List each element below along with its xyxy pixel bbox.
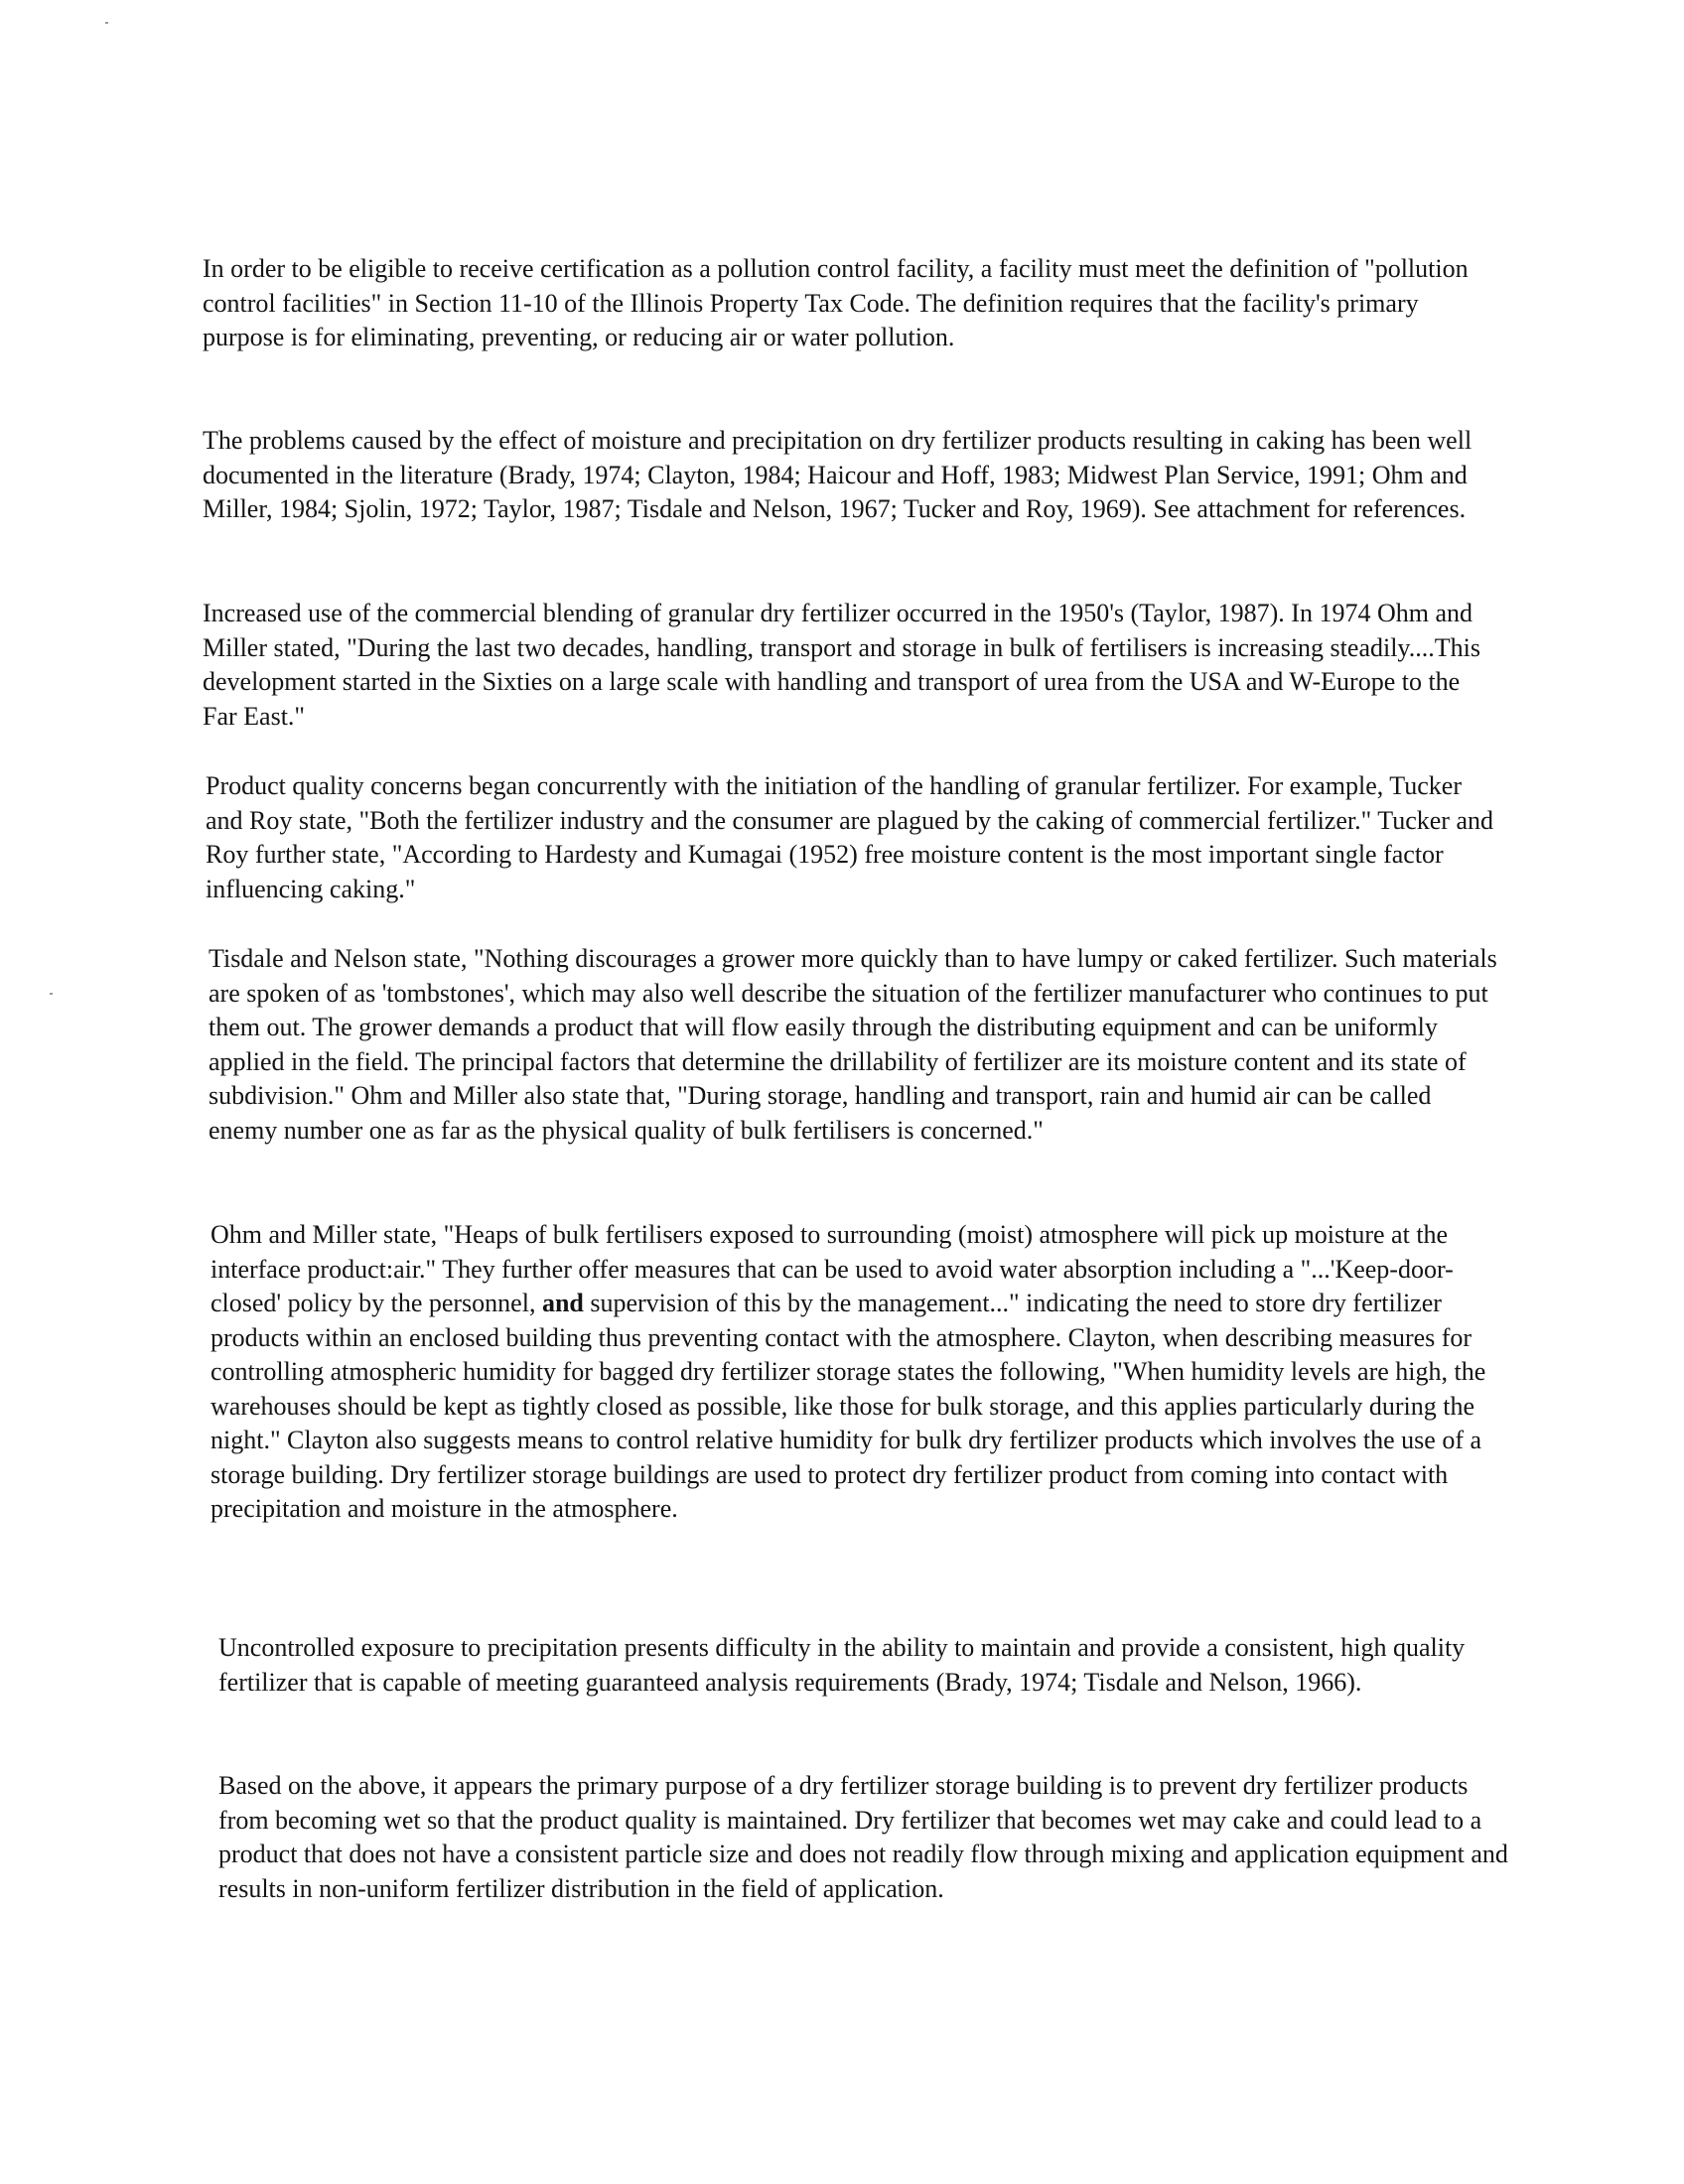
scan-speck [50, 993, 53, 995]
ohm-miller-text-end: supervision of this by the management..." indicating the need to store dry fertilizer products within an enclosed building thus preventing contact with the atmosphere. Clayton, when describing measures for controlling atmospheric humidity for bagged dry fertilizer storage states the following, "When humidity levels are high, the warehouses should be kept as tightly closed as possible, like those for bulk storage, and this applies particularly during the night." Clayton also suggests means to control relative humidity for bulk dry fertilizer products which involves the use of a storage building. Dry fertilizer storage buildings are used to protect dry fertilizer product from coming into contact with precipitation and moisture in the atmosphere. [210, 1289, 1486, 1523]
ohm-miller-text-start: Ohm and Miller state, "Heaps of bulk fertilisers exposed to surrounding (moist) atmosphere will pick up moisture at the interface product:air." They further offer measures that can be used to avoid water absorption including a "...'Keep-door-closed' policy by the personnel, [210, 1220, 1454, 1317]
emphasized-and: and [541, 1289, 584, 1317]
paragraph-eligibility: In order to be eligible to receive certification as a pollution control facility, a facility must meet the definition of "pollution control facilities" in Section 11-10 of the Illinois Property Tax Code. The definition requires that the facility's primary purpose is for eliminating, preventing, or reducing air or water pollution. [203, 254, 1469, 351]
paragraph-tisdale-nelson: Tisdale and Nelson state, "Nothing discourages a grower more quickly than to have lumpy or caked fertilizer. Such materials are spoken of as 'tombstones', which may also well describe the situation of the fertilizer manufacturer who continues to put them out. The grower demands a product that will flow easily through the distributing equipment and can be uniformly applied in the field. The principal factors that determine the drillability of fertilizer are its moisture content and its state of subdivision." Ohm and Miller also state that, "During storage, handling and transport, rain and humid air can be called enemy number one as far as the physical quality of bulk fertilisers is concerned." [209, 944, 1497, 1145]
paragraph-caking-literature: The problems caused by the effect of moisture and precipitation on dry fertilizer products resulting in caking has been well documented in the literature (Brady, 1974; Clayton, 1984; Haicour and Hoff, 1983; Midwest Plan Service, 1991; Ohm and Miller, 1984; Sjolin, 1972; Taylor, 1987; Tisdale and Nelson, 1967; Tucker and Roy, 1969). See attachment for references. [203, 426, 1473, 523]
paragraph-uncontrolled-exposure: Uncontrolled exposure to precipitation presents difficulty in the ability to maintain and provide a consistent, high quality fertilizer that is capable of meeting guaranteed analysis requirements (Brady, 1974; Tisdale and Nelson, 1966). [218, 1633, 1466, 1697]
paragraph-commercial-blending: Increased use of the commercial blending of granular dry fertilizer occurred in the 1950's (Taylor, 1987). In 1974 Ohm and Miller stated, "During the last two decades, handling, transport and storage in bulk of fertilisers is increasing steadily....This development started in the Sixties on a large scale with handling and transport of urea from the USA and W-Europe to the Far East." [203, 599, 1480, 731]
paragraph-ohm-miller [210, 1218, 1501, 1527]
scan-speck [105, 22, 108, 24]
paragraph-conclusion: Based on the above, it appears the primary purpose of a dry fertilizer storage building is to prevent dry fertilizer products from becoming wet so that the product quality is maintained. Dry fertilizer that becomes wet may cake and could lead to a product that does not have a consistent particle size and does not readily flow through mixing and application equipment and results in non-uniform fertilizer distribution in the field of application. [218, 1771, 1508, 1903]
paragraph-product-quality: Product quality concerns began concurrently with the initiation of the handling of granular fertilizer. For example, Tucker and Roy state, "Both the fertilizer industry and the consumer are plagued by the caking of commercial fertilizer." Tucker and Roy further state, "According to Hardesty and Kumagai (1952) free moisture content is the most important single factor influencing caking." [206, 771, 1493, 903]
